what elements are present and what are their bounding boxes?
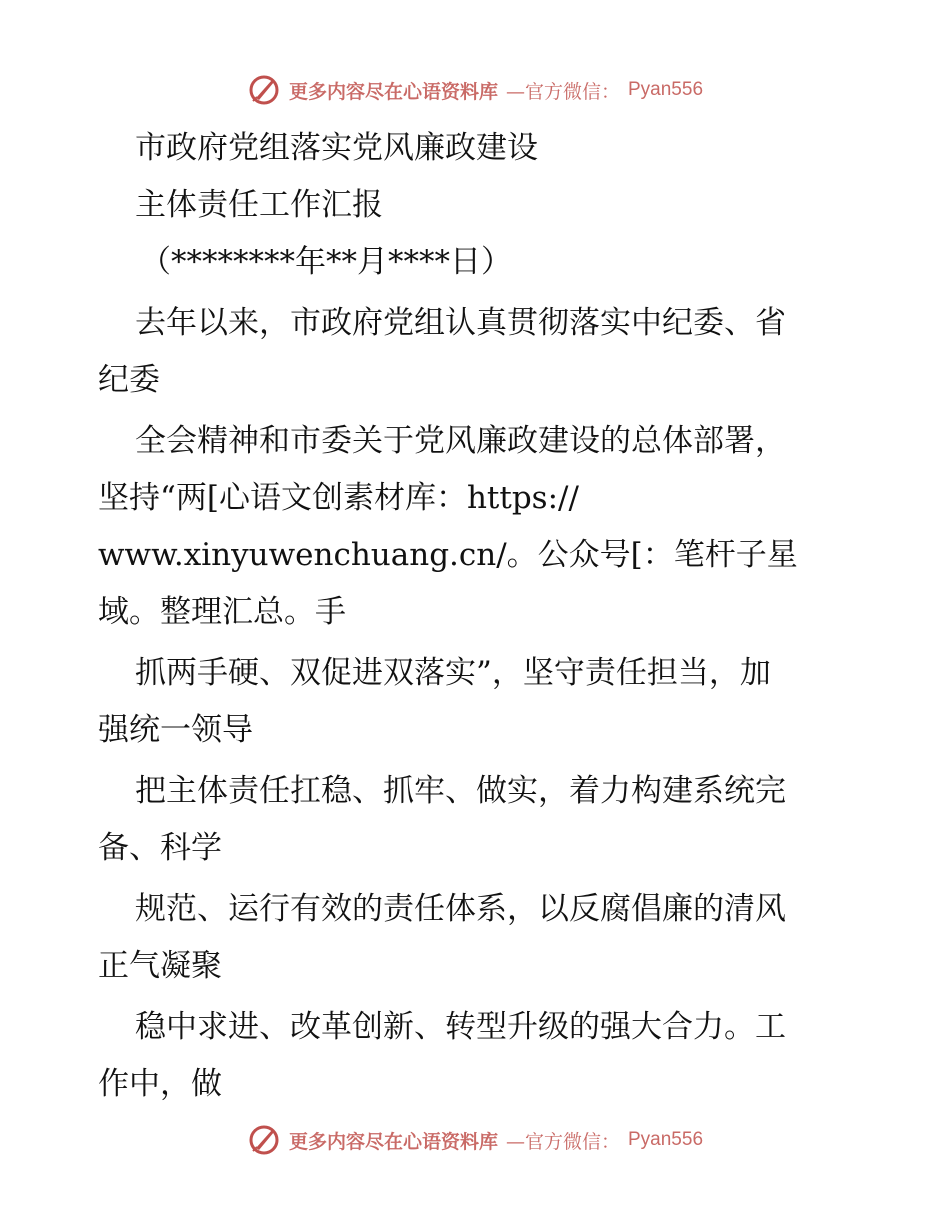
banner-title: 更多内容尽在心语资料库	[288, 80, 498, 103]
body-line: 强统一领导	[98, 712, 253, 748]
body-line: 抓两手硬、双促进双落实”，坚守责任担当，加	[135, 655, 771, 691]
body-line: 规范、运行有效的责任体系，以反腐倡廉的清风	[135, 891, 786, 927]
header-banner	[0, 70, 950, 110]
body-line: 稳中求进、改革创新、转型升级的强大合力。工	[135, 1009, 786, 1045]
body-line: 作中，做	[98, 1066, 222, 1102]
quill-logo-icon	[247, 73, 281, 107]
banner-contact-label: —官方微信：	[505, 1130, 620, 1153]
banner-wechat-id: Pyan556	[628, 79, 704, 100]
document-date: （********年**月****日）	[140, 244, 512, 280]
body-line: 去年以来，市政府党组认真贯彻落实中纪委、省	[135, 305, 786, 341]
body-line: 纪委	[98, 362, 160, 398]
banner-wechat-id: Pyan556	[628, 1129, 704, 1150]
body-line: 全会精神和市委关于党风廉政建设的总体部署，	[135, 423, 786, 459]
banner-title: 更多内容尽在心语资料库	[288, 1130, 498, 1153]
body-line: www.xinyuwenchuang.cn/。公众号[：笔杆子星	[98, 537, 798, 573]
quill-logo-icon	[247, 1123, 281, 1157]
document-title-line2: 主体责任工作汇报	[135, 187, 383, 223]
document-title-line1: 市政府党组落实党风廉政建设	[135, 130, 538, 166]
body-line: 把主体责任扛稳、抓牢、做实，着力构建系统完	[135, 773, 786, 809]
body-line: 域。整理汇总。手	[98, 594, 346, 630]
body-line: 坚持“两[心语文创素材库：https://	[98, 480, 579, 516]
body-line: 备、科学	[98, 830, 222, 866]
footer-banner	[0, 1120, 950, 1160]
body-line: 正气凝聚	[98, 948, 222, 984]
banner-contact-label: —官方微信：	[505, 80, 620, 103]
